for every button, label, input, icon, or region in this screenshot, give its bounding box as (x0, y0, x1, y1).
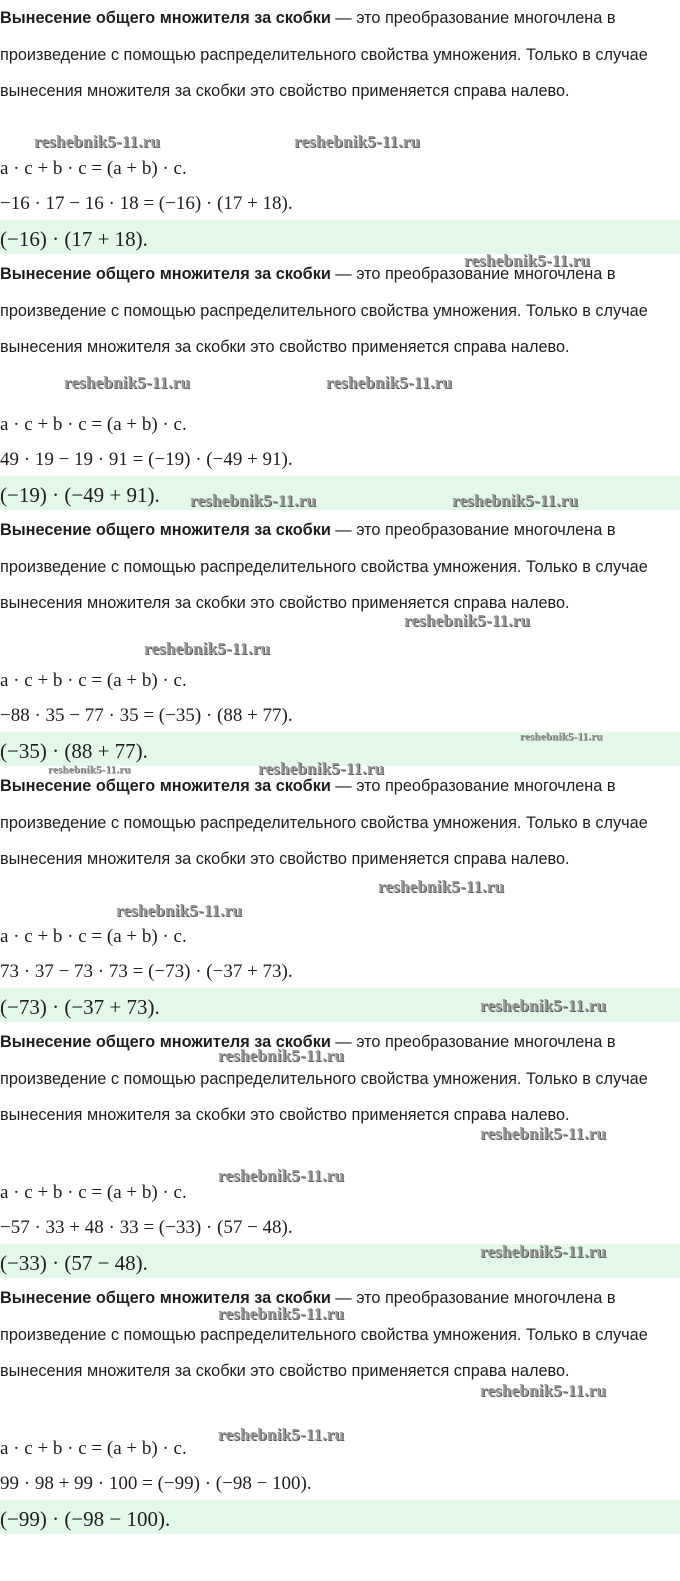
rule-paragraph (0, 0, 672, 110)
solution-block-2 (0, 256, 680, 512)
rule-text: — это преобразование многочлена в произведение с помощью распределительного свойства умножения. Только в случае вынесения множителя за скобки это свойство применяется справа налево. (0, 1033, 648, 1124)
distributive-formula: a · c + b · c = (a + b) · c. (0, 926, 187, 947)
watermark: reshebnik5-11.ru (218, 1046, 345, 1065)
solution-block-3 (0, 512, 680, 768)
rule-term: Вынесение общего множителя за скобки (0, 777, 331, 795)
solution-block-5 (0, 1024, 680, 1280)
distributive-formula: a · c + b · c = (a + b) · c. (0, 670, 187, 691)
watermark: reshebnik5-11.ru (64, 373, 191, 392)
rule-paragraph (0, 768, 672, 878)
example-equation: 99 · 98 + 99 · 100 = (−99) · (−98 − 100). (0, 1473, 312, 1494)
rule-paragraph (0, 1024, 672, 1134)
example-equation: −16 · 17 − 16 · 18 = (−16) · (17 + 18). (0, 193, 293, 214)
watermark: reshebnik5-11.ru (190, 491, 317, 510)
rule-text: — это преобразование многочлена в произведение с помощью распределительного свойства умножения. Только в случае вынесения множителя за скобки это свойство применяется справа налево. (0, 777, 648, 868)
solution-block-6 (0, 1280, 680, 1536)
rule-paragraph (0, 256, 672, 366)
watermark: reshebnik5-11.ru (520, 731, 603, 743)
watermark: reshebnik5-11.ru (218, 1425, 345, 1444)
answer-expression: (−99) · (−98 − 100). (0, 1507, 171, 1531)
watermark: reshebnik5-11.ru (218, 1304, 345, 1323)
answer-expression: (−35) · (88 + 77). (0, 739, 148, 763)
watermark: reshebnik5-11.ru (218, 1166, 345, 1185)
rule-term: Вынесение общего множителя за скобки (0, 1033, 331, 1051)
example-equation: 49 · 19 − 19 · 91 = (−19) · (−49 + 91). (0, 449, 293, 470)
watermark: reshebnik5-11.ru (34, 132, 161, 151)
watermark: reshebnik5-11.ru (294, 132, 421, 151)
watermark: reshebnik5-11.ru (452, 491, 579, 510)
example-equation: −57 · 33 + 48 · 33 = (−33) · (57 − 48). (0, 1217, 293, 1238)
watermark: reshebnik5-11.ru (326, 373, 453, 392)
watermark: reshebnik5-11.ru (116, 901, 243, 920)
watermark: reshebnik5-11.ru (378, 877, 505, 896)
rule-term: Вынесение общего множителя за скобки (0, 9, 331, 27)
distributive-formula: a · c + b · c = (a + b) · c. (0, 158, 187, 179)
solution-block-1 (0, 0, 680, 256)
watermark: reshebnik5-11.ru (480, 996, 607, 1015)
rule-term: Вынесение общего множителя за скобки (0, 521, 331, 539)
watermark: reshebnik5-11.ru (480, 1242, 607, 1261)
solution-block-4 (0, 768, 680, 1024)
answer-expression: (−73) · (−37 + 73). (0, 995, 160, 1019)
example-equation: 73 · 37 − 73 · 73 = (−73) · (−37 + 73). (0, 961, 293, 982)
watermark: reshebnik5-11.ru (144, 639, 271, 658)
rule-term: Вынесение общего множителя за скобки (0, 265, 331, 283)
watermark: reshebnik5-11.ru (480, 1381, 607, 1400)
rule-text: — это преобразование многочлена в произведение с помощью распределительного свойства умножения. Только в случае вынесения множителя за скобки это свойство применяется справа налево. (0, 9, 648, 100)
rule-text: — это преобразование многочлена в произведение с помощью распределительного свойства умножения. Только в случае вынесения множителя за скобки это свойство применяется справа налево. (0, 521, 648, 612)
rule-text: — это преобразование многочлена в произведение с помощью распределительного свойства умножения. Только в случае вынесения множителя за скобки это свойство применяется справа налево. (0, 1289, 648, 1380)
answer-expression: (−16) · (17 + 18). (0, 227, 148, 251)
distributive-formula: a · c + b · c = (a + b) · c. (0, 1182, 187, 1203)
watermark: reshebnik5-11.ru (258, 759, 385, 778)
distributive-formula: a · c + b · c = (a + b) · c. (0, 414, 187, 435)
watermark: reshebnik5-11.ru (480, 1124, 607, 1143)
rule-text: — это преобразование многочлена в произведение с помощью распределительного свойства умножения. Только в случае вынесения множителя за скобки это свойство применяется справа налево. (0, 265, 648, 356)
watermark: reshebnik5-11.ru (464, 251, 591, 270)
answer-expression: (−33) · (57 − 48). (0, 1251, 148, 1275)
watermark: reshebnik5-11.ru (404, 611, 531, 630)
answer-expression: (−19) · (−49 + 91). (0, 483, 160, 507)
rule-paragraph (0, 1280, 672, 1390)
example-equation: −88 · 35 − 77 · 35 = (−35) · (88 + 77). (0, 705, 293, 726)
distributive-formula: a · c + b · c = (a + b) · c. (0, 1438, 187, 1459)
watermark: reshebnik5-11.ru (48, 764, 131, 776)
rule-term: Вынесение общего множителя за скобки (0, 1289, 331, 1307)
rule-paragraph (0, 512, 672, 622)
